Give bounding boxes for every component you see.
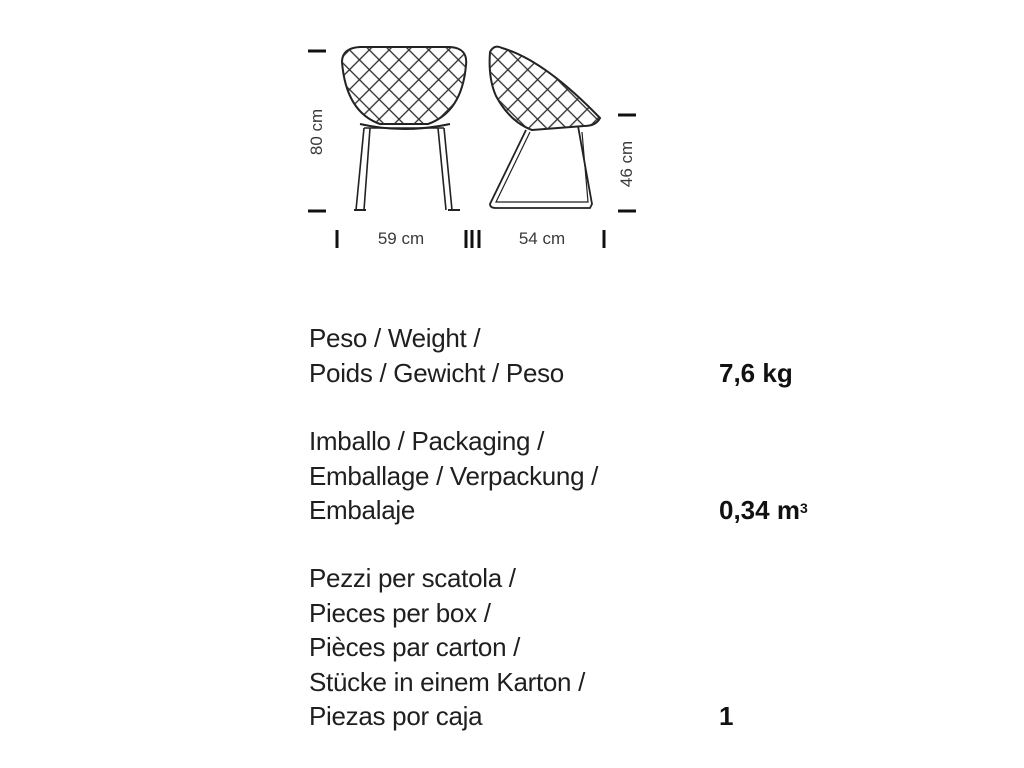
spec-label: Imballo / Packaging / (309, 426, 545, 456)
spec-packaging (309, 424, 869, 528)
packaging-value-text: 0,34 m (719, 495, 800, 525)
spec-pieces (309, 561, 869, 734)
height-label: 80 cm (307, 108, 326, 156)
spec-label: Stücke in einem Karton / (309, 666, 586, 697)
spec-label: Emballage / Verpackung / (309, 460, 599, 491)
spec-weight (309, 321, 869, 390)
weight-value: 7,6 kg (719, 357, 793, 388)
spec-label: Poids / Gewicht / Peso (309, 357, 564, 388)
spec-label: Pezzi per scatola / (309, 563, 516, 593)
chair-technical-drawing (300, 40, 660, 260)
pieces-value: 1 (719, 701, 734, 731)
chair-front-view (330, 40, 480, 210)
spec-label: Pièces par carton / (309, 632, 521, 662)
spec-label: Pieces per box / (309, 597, 491, 628)
width-label: 59 cm (377, 229, 425, 248)
packaging-value (719, 493, 808, 528)
seat-height-label: 46 cm (617, 140, 636, 188)
depth-label: 54 cm (518, 229, 566, 248)
chair-side-view (480, 40, 610, 208)
packaging-value-exponent: 3 (799, 500, 808, 516)
spec-label: Embalaje (309, 495, 415, 525)
spec-label: Peso / Weight / (309, 323, 481, 353)
spec-label: Piezas por caja (309, 701, 483, 731)
